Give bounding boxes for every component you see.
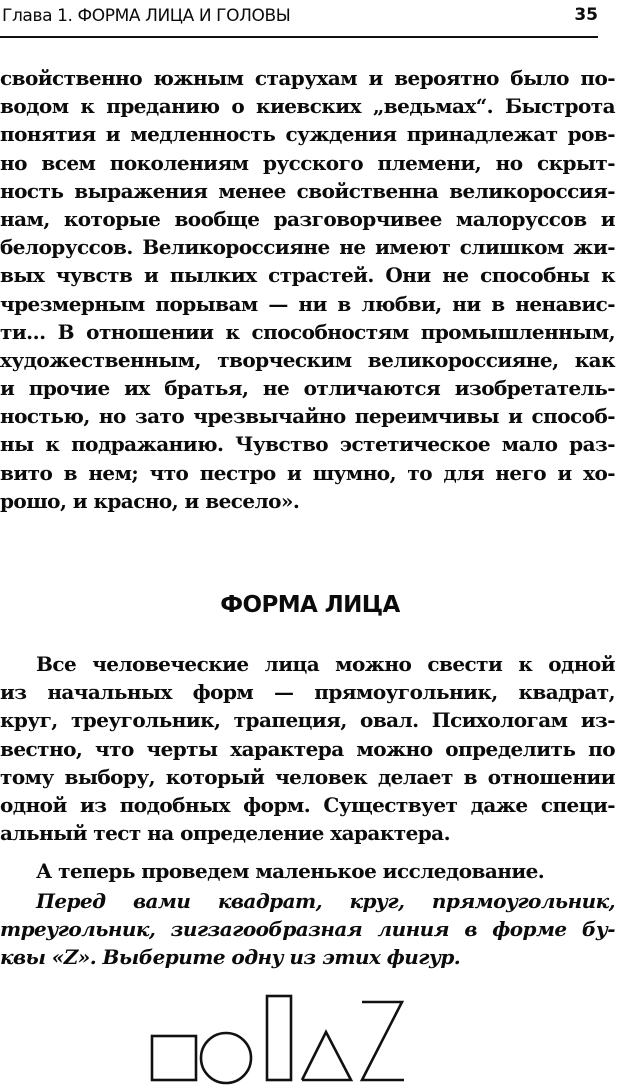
square-shape	[152, 1036, 196, 1080]
text-line: рошо, и красно, и весело».	[0, 488, 300, 513]
task-paragraph	[0, 887, 615, 972]
text-line: ти… В отношении к способностям промышленным,	[0, 319, 615, 344]
text-line: белоруссов. Великороссияне не имеют слишком жи-	[0, 235, 615, 260]
text-line: из начальных форм — прямоугольник, квадрат,	[0, 680, 615, 705]
text-line: ны к подражанию. Чувство эстетическое мало раз-	[0, 432, 615, 457]
triangle-shape	[302, 1032, 351, 1080]
text-line: А теперь проведем маленькое исследование.	[36, 859, 545, 883]
text-line: нам, которые вообще разговорчивее малоруссов и	[0, 206, 615, 231]
text-line: вестно, что черты характера можно определить по	[0, 736, 615, 761]
intro-paragraph	[0, 64, 615, 515]
text-line: художественным, творческим великороссияне, как	[0, 347, 615, 372]
text-line: ностью, но зато чрезвычайно переимчивы и способ-	[0, 404, 615, 429]
text-line: вито в нем; что пестро и шумно, то для него и хо-	[0, 460, 615, 485]
text-line: Все человеческие лица можно свести к одной	[36, 652, 615, 676]
zigzag-z-shape	[362, 1002, 404, 1080]
text-line: Перед вами квадрат, круг, прямоугольник,	[36, 889, 615, 913]
text-line: водом к преданию о киевских „ведьмах“. Быстрота	[0, 94, 615, 119]
text-line: одной из подобных форм. Существует даже специ-	[0, 792, 615, 817]
study-paragraph	[0, 857, 615, 885]
forms-paragraph	[0, 650, 615, 847]
test-figures	[148, 990, 448, 1086]
text-line: свойственно южным старухам и вероятно было по-	[0, 66, 615, 90]
running-head-title: Глава 1. ФОРМА ЛИЦА И ГОЛОВЫ	[2, 6, 291, 26]
text-line: круг, треугольник, трапеция, овал. Психологам из-	[0, 708, 615, 733]
section-heading: ФОРМА ЛИЦА	[220, 592, 400, 618]
page-number: 35	[574, 5, 598, 25]
text-line: ность выражения менее свойственна великороссия-	[0, 178, 615, 203]
circle-shape	[201, 1033, 251, 1083]
text-line: тому выбору, который человек делает в отношении	[0, 764, 615, 789]
text-line: квы «Z». Выберите одну из этих фигур.	[0, 945, 461, 970]
text-line: и прочие их братья, не отличаются изобретатель-	[0, 376, 615, 401]
running-header	[0, 0, 598, 38]
rectangle-shape	[267, 996, 291, 1080]
text-line: понятия и медленность суждения принадлежат ров-	[0, 122, 615, 147]
text-line: чрезмерным порывам — ни в любви, ни в ненавис-	[0, 291, 615, 316]
text-line: альный тест на определение характера.	[0, 821, 451, 846]
text-line: вых чувств и пылких страстей. Они не способны к	[0, 263, 615, 288]
text-line: треугольник, зигзагообразная линия в форме бу-	[0, 917, 615, 942]
text-line: но всем поколениям русского племени, но скрыт-	[0, 150, 615, 175]
